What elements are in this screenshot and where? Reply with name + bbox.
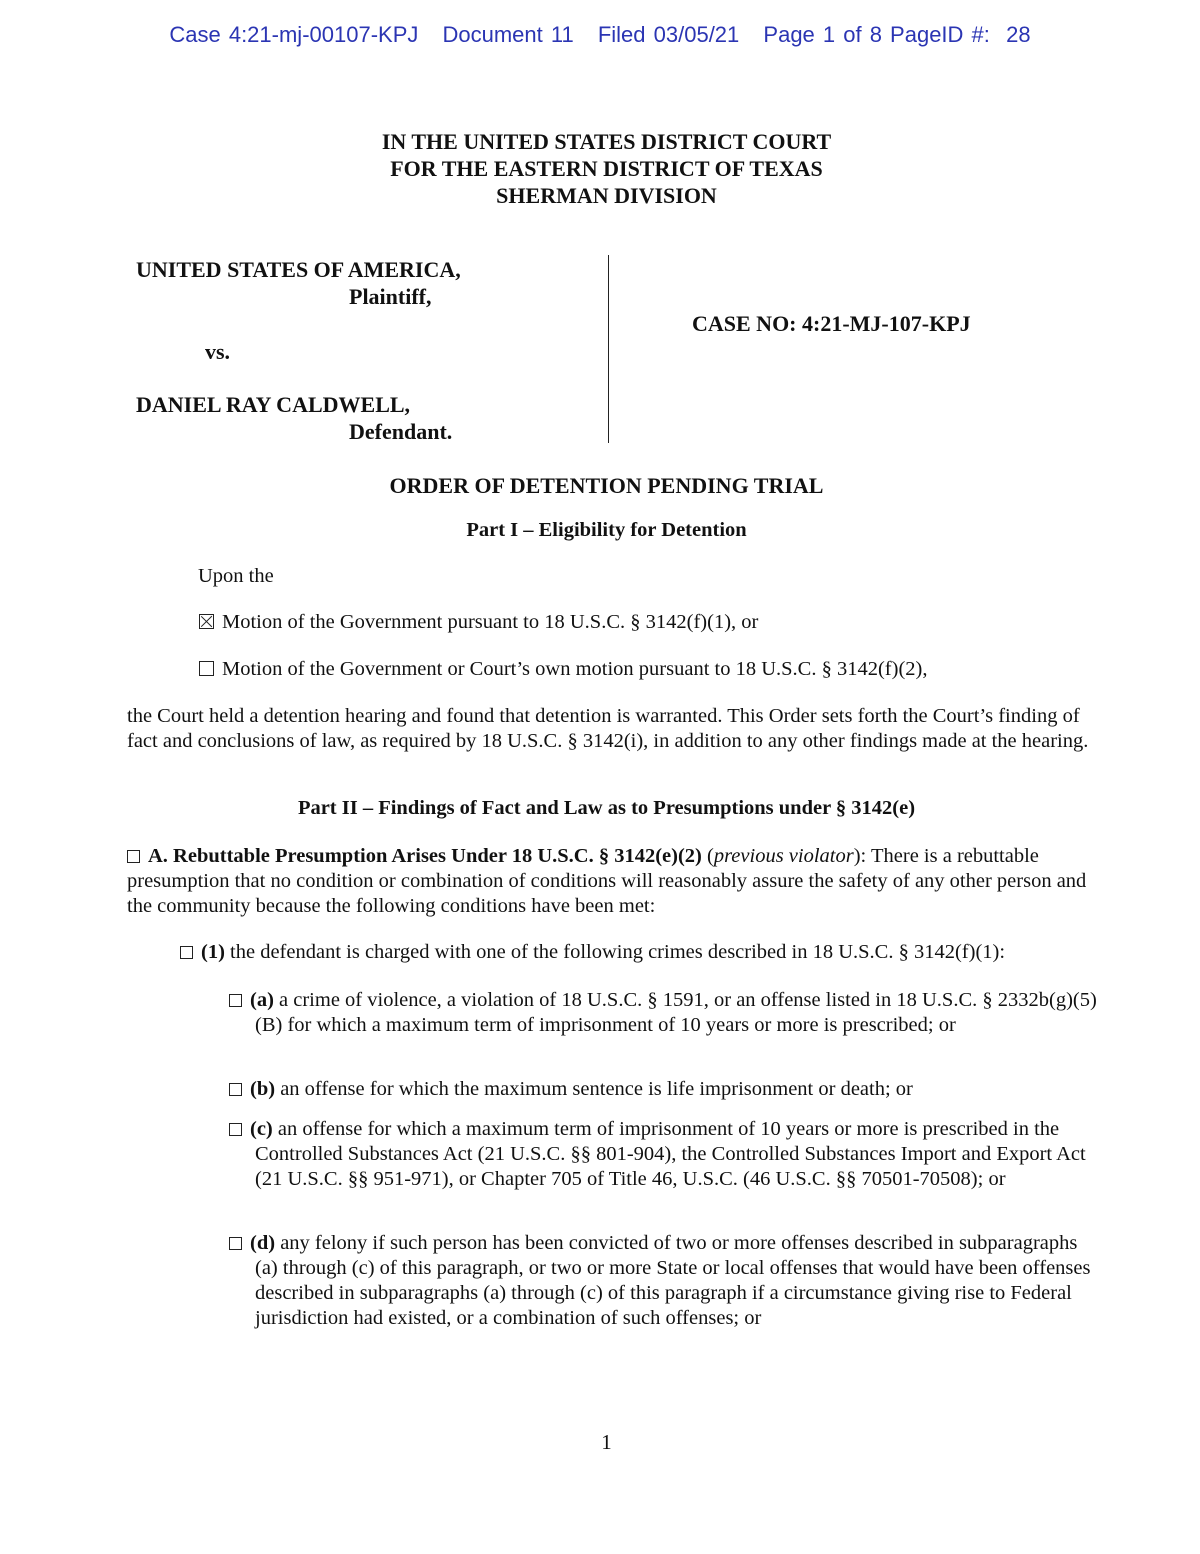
sub-item-b	[229, 1077, 1097, 1102]
checked-checkbox-icon[interactable]	[199, 614, 214, 629]
unchecked-checkbox-icon[interactable]	[229, 1237, 242, 1250]
option-motion-f2-label: Motion of the Government or Court’s own motion pursuant to 18 U.S.C. § 3142(f)(2),	[222, 658, 928, 680]
upon-the-text: Upon the	[198, 565, 274, 587]
unchecked-checkbox-icon[interactable]	[229, 994, 242, 1007]
sub-item-b-text: an offense for which the maximum sentence is life imprisonment or death; or	[280, 1078, 913, 1100]
caption-divider	[608, 255, 609, 443]
sub-item-a-label: (a)	[250, 989, 274, 1011]
page-info-stamp: Page 1 of 8 PageID #: 28	[763, 22, 1031, 47]
court-heading	[0, 128, 1200, 209]
sub-item-c-label: (c)	[250, 1118, 273, 1140]
court-line-3: SHERMAN DIVISION	[496, 183, 717, 208]
unchecked-checkbox-icon[interactable]	[127, 850, 140, 863]
filing-stamp	[0, 22, 1200, 48]
sub-item-c-text: an offense for which a maximum term of imprisonment of 10 years or more is prescribed in the Controlled Substances Act (21 U.S.C. §§ 801-904), the Controlled Substances Import and Export Act (21 U.S.C. §§ 951-971), or Chapter 705 of Title 46, U.S.C. (46 U.S.C. §§ 70501-70508); or	[255, 1118, 1086, 1190]
court-line-2: FOR THE EASTERN DISTRICT OF TEXAS	[390, 156, 823, 181]
presumption-a-italic: previous violator	[713, 845, 854, 867]
item-1	[180, 940, 1080, 965]
part2-heading: Part II – Findings of Fact and Law as to Presumptions under § 3142(e)	[297, 797, 916, 819]
presumption-a-body: : There is a rebuttable presumption that no condition or combination of conditions will reasonably assure the safety of any other person and the community because the following conditions have been met:	[127, 845, 1087, 917]
part1-body: the Court held a detention hearing and found that detention is warranted. This Order sets forth the Court’s finding of fact and conclusions of law, as required by 18 U.S.C. § 3142(i), in addition to any other findings made at the hearing.	[127, 705, 1089, 752]
sub-item-b-label: (b)	[250, 1078, 276, 1100]
sub-item-d	[229, 1231, 1100, 1331]
item-1-label: (1)	[201, 941, 225, 963]
case-number-stamp: Case 4:21-mj-00107-KPJ	[169, 22, 419, 47]
option-motion-f1	[199, 610, 758, 635]
part1-heading: Part I – Eligibility for Detention	[466, 519, 747, 541]
item-1-text: the defendant is charged with one of the following crimes described in 18 U.S.C. § 3142(f)(1):	[230, 941, 1006, 963]
court-line-1: IN THE UNITED STATES DISTRICT COURT	[381, 129, 832, 154]
presumption-a: A. Rebuttable Presumption Arises Under 18 U.S.C. § 3142(e)(2) (previous violator): There is a rebuttable presumption that no condition or combination of conditions will reasonably assure the safety of any other person and the community because the following conditions have been met:	[127, 845, 1087, 917]
sub-item-a	[229, 988, 1097, 1038]
plaintiff-name: UNITED STATES OF AMERICA,	[136, 257, 461, 282]
page-number: 1	[601, 1430, 612, 1454]
sub-item-d-label: (d)	[250, 1232, 276, 1254]
document-number-stamp: Document 11	[442, 22, 574, 47]
plaintiff-role: Plaintiff,	[349, 284, 432, 309]
sub-item-c	[229, 1117, 1100, 1192]
unchecked-checkbox-icon[interactable]	[199, 661, 214, 676]
case-number: CASE NO: 4:21-MJ-107-KPJ	[692, 311, 971, 336]
presumption-a-label: A. Rebuttable Presumption Arises Under 18 U.S.C. § 3142(e)(2)	[148, 845, 702, 867]
unchecked-checkbox-icon[interactable]	[229, 1083, 242, 1096]
versus-label: vs.	[205, 339, 231, 364]
defendant-name: DANIEL RAY CALDWELL,	[136, 392, 411, 417]
order-title: ORDER OF DETENTION PENDING TRIAL	[389, 473, 824, 498]
option-motion-f1-label: Motion of the Government pursuant to 18 U.S.C. § 3142(f)(1), or	[222, 611, 759, 633]
filed-date-stamp: Filed 03/05/21	[597, 22, 740, 47]
unchecked-checkbox-icon[interactable]	[180, 946, 193, 959]
sub-item-a-text: a crime of violence, a violation of 18 U.S.C. § 1591, or an offense listed in 18 U.S.C. § 2332b(g)(5)(B) for which a maximum term of imprisonment of 10 years or more is prescribed; or	[255, 989, 1097, 1036]
defendant-role: Defendant.	[349, 419, 453, 444]
option-motion-f2	[199, 657, 927, 682]
sub-item-d-text: any felony if such person has been convicted of two or more offenses described in subparagraphs (a) through (c) of this paragraph, or two or more State or local offenses that would have been offenses described in subparagraphs (a) through (c) of this paragraph if a circumstance giving rise to Federal jurisdiction had existed, or a combination of such offenses; or	[255, 1232, 1091, 1329]
unchecked-checkbox-icon[interactable]	[229, 1123, 242, 1136]
